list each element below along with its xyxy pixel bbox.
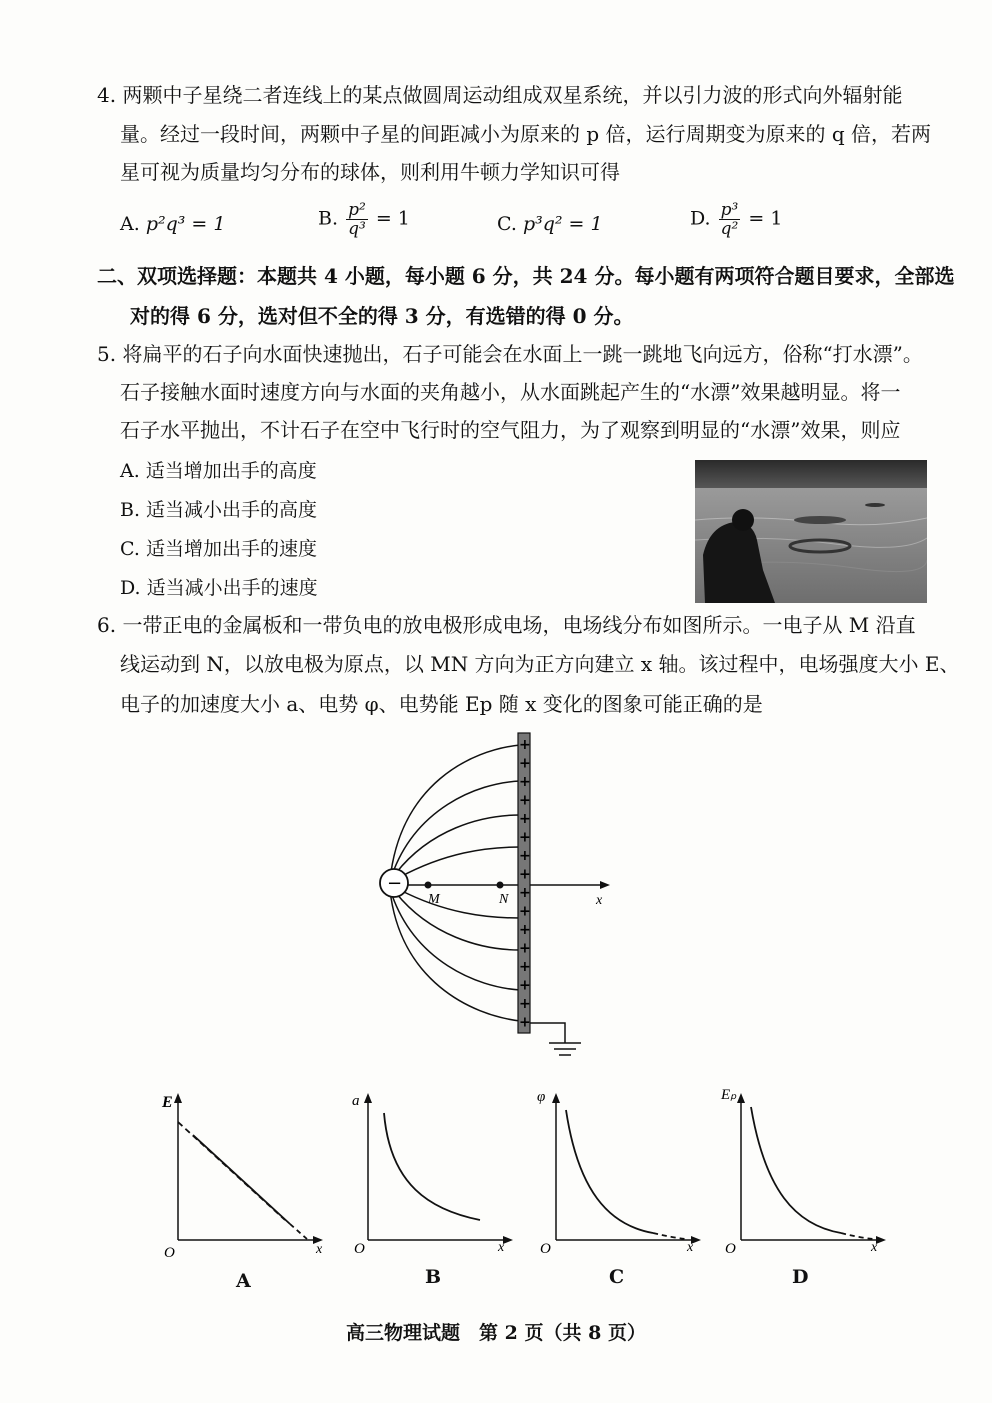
x-axis-arrow — [600, 881, 610, 889]
q5-line-3: 石子水平抛出，不计石子在空中飞行时的空气阻力，为了观察到明显的“水漂”效果，则应 — [120, 418, 901, 442]
dash-end — [841, 1233, 873, 1239]
graph-d-label: D — [792, 1266, 809, 1288]
x-axis-label: x — [596, 893, 603, 908]
graph-c — [528, 1085, 718, 1270]
electrode-sign: − — [387, 873, 403, 894]
field-line — [400, 847, 520, 877]
plus-sign: + — [519, 996, 531, 1012]
q4-option-a: A. p²q³ = 1 — [120, 213, 226, 235]
plus-sign: + — [519, 940, 531, 957]
q6-line-2: 线运动到 N，以放电极为原点，以 MN 方向为正方向建立 x 轴。该过程中，电场强度大小 E、 — [120, 652, 960, 676]
plus-sign: + — [519, 885, 531, 901]
curve — [566, 1110, 653, 1233]
graph-c-label: C — [609, 1266, 625, 1288]
plus-sign: + — [519, 959, 531, 975]
graph-a-origin: O — [164, 1245, 175, 1261]
page-footer: 高三物理试题 第 2 页（共 8 页） — [346, 1322, 646, 1344]
plus-sign: + — [519, 1014, 531, 1031]
fraction: $\frac{\text{p²}}{\text{q³}}$ — [348, 200, 366, 239]
graph-b-origin: O — [354, 1241, 365, 1257]
field-line — [390, 745, 520, 880]
graph-c-xlabel: x — [687, 1240, 694, 1255]
graph-c-ylabel: φ — [537, 1089, 546, 1105]
q4-option-c: C. p³q² = 1 — [497, 213, 603, 235]
plus-sign: + — [519, 922, 531, 938]
fraction: $\frac{\text{p³}}{\text{q²}}$ — [720, 200, 739, 239]
graph-c-origin: O — [540, 1241, 551, 1257]
point-m-label: M — [428, 892, 440, 907]
plus-sign: + — [519, 737, 531, 753]
electric-field-diagram — [360, 725, 620, 1060]
plus-sign: + — [519, 977, 531, 994]
q4-line-1: 4. 两颗中子星绕二者连线上的某点做圆周运动组成双星系统，并以引力波的形式向外辐射能 — [97, 83, 903, 107]
point-n-label: N — [499, 892, 509, 907]
graph-d-origin: O — [725, 1241, 736, 1257]
graph-b-label: B — [425, 1266, 442, 1288]
point-n — [497, 882, 504, 889]
graph-a-xlabel: x — [316, 1242, 323, 1257]
graph-d-ylabel: Eₚ — [721, 1087, 737, 1103]
stone-skipping-photo — [695, 460, 927, 603]
graph-a-ylabel: E — [162, 1094, 173, 1111]
stone-skipping-image — [695, 460, 927, 603]
dash-end — [653, 1233, 686, 1239]
plus-sign: + — [519, 903, 531, 920]
section-2-header-line-2: 对的得 6 分，选对但不全的得 3 分，有选错的得 0 分。 — [130, 304, 634, 328]
curve — [384, 1113, 480, 1220]
q4-option-d: D. $\frac{\text{p³}}{\text{q²}}$ = 1 — [690, 200, 783, 239]
field-line — [396, 815, 520, 873]
plus-sign: + — [519, 848, 531, 864]
q4-option-b: B. $\frac{\text{p²}}{\text{q³}}$ = 1 — [318, 200, 410, 239]
graph-b-xlabel: x — [498, 1240, 505, 1255]
point-m — [425, 882, 432, 889]
plus-sign: + — [519, 792, 531, 809]
graph-a — [150, 1085, 340, 1270]
q5-option-d: D. 适当减小出手的速度 — [120, 577, 318, 599]
plus-sign: + — [519, 755, 531, 772]
q5-option-a: A. 适当增加出手的高度 — [120, 460, 317, 482]
plus-sign: + — [519, 866, 531, 883]
q5-line-2: 石子接触水面时速度方向与水面的夹角越小，从水面跳起产生的“水漂”效果越明显。将一 — [120, 380, 901, 404]
q5-line-1: 5. 将扁平的石子向水面快速抛出，石子可能会在水面上一跳一跳地飞向远方，俗称“打水漂”。 — [97, 342, 923, 366]
graph-a-label: A — [236, 1270, 251, 1292]
dash-end — [290, 1224, 307, 1239]
q5-option-b: B. 适当减小出手的高度 — [120, 499, 318, 521]
plus-sign: + — [519, 774, 531, 790]
plus-sign: + — [519, 829, 531, 846]
field-line — [390, 890, 520, 1021]
plus-sign: + — [519, 811, 531, 827]
curve — [193, 1135, 290, 1224]
q6-line-3: 电子的加速度大小 a、电势 φ、电势能 Ep 随 x 变化的图象可能正确的是 — [120, 692, 763, 716]
q4-line-3: 星可视为质量均匀分布的球体，则利用牛顿力学知识可得 — [120, 160, 620, 184]
ground-wire — [530, 1023, 565, 1043]
section-2-header-line-1: 二、双项选择题：本题共 4 小题，每小题 6 分，共 24 分。每小题有两项符合题目要求，全部选 — [97, 264, 955, 288]
q5-option-c: C. 适当增加出手的速度 — [120, 538, 317, 560]
graph-b-ylabel: a — [352, 1093, 360, 1109]
curve — [751, 1107, 841, 1233]
graph-b — [340, 1085, 530, 1270]
graph-d — [713, 1085, 903, 1270]
q6-line-1: 6. 一带正电的金属板和一带负电的放电极形成电场，电场线分布如图所示。一电子从 M 沿直 — [97, 613, 916, 637]
q4-line-2: 量。经过一段时间，两颗中子星的间距减小为原来的 p 倍，运行周期变为原来的 q 倍，若两 — [120, 122, 932, 146]
graph-d-xlabel: x — [871, 1240, 878, 1255]
